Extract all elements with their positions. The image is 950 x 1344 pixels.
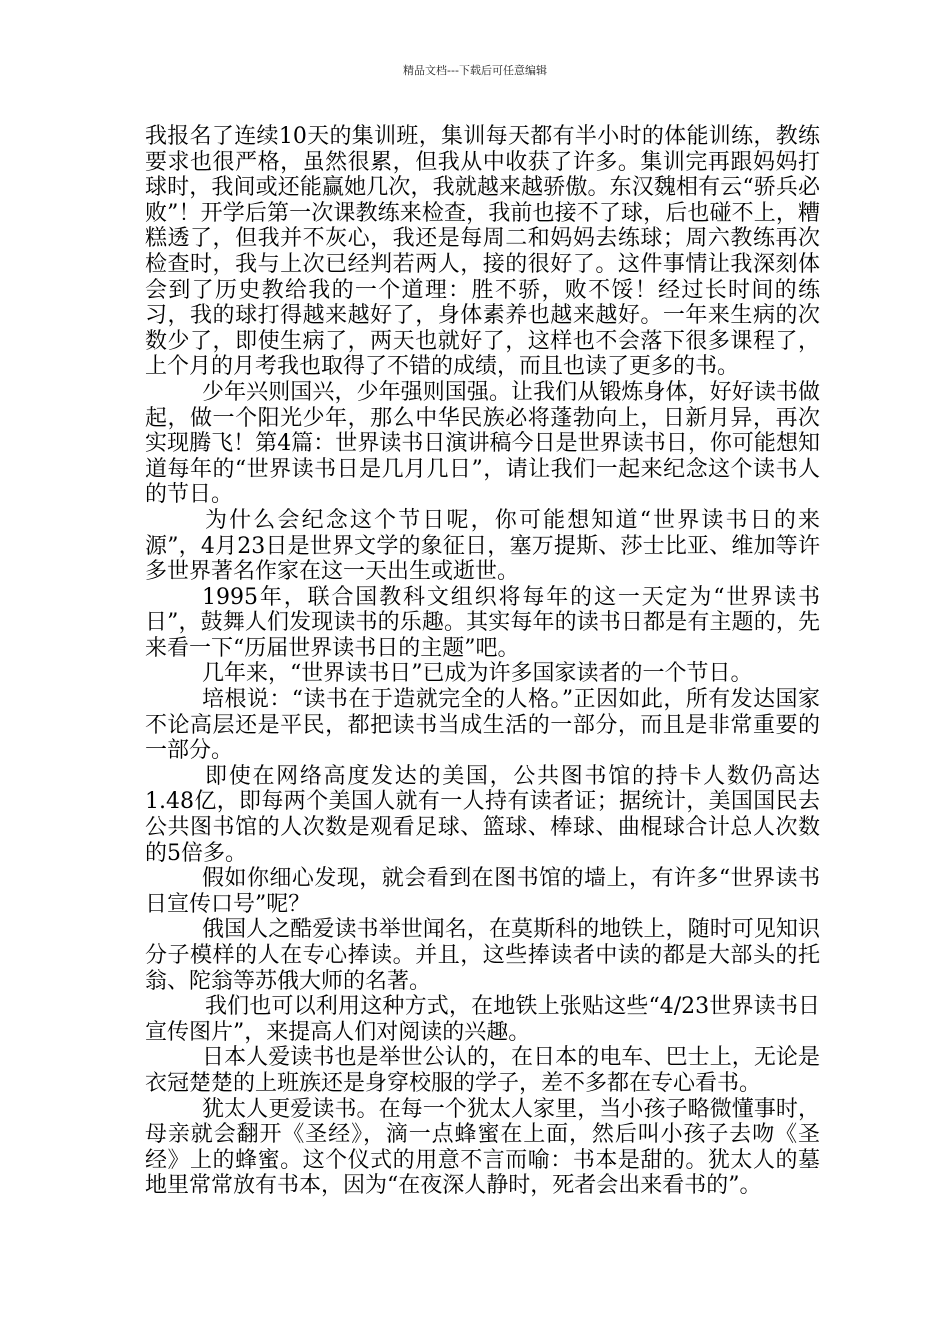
paragraph: 培根说：“读书在于造就完全的人格。”正因如此，所有发达国家不论高层还是平民，都把读书当成生活的一部分，而且是非常重要的一部分。 (145, 687, 820, 764)
paragraph: 假如你细心发现，就会看到在图书馆的墙上，有许多“世界读书日宣传口号”呢？ (145, 866, 820, 917)
paragraph: 即使在网络高度发达的美国，公共图书馆的持卡人数仍高达1.48亿，即每两个美国人就有一人持有读者证；据统计，美国国民去公共图书馆的人次数是观看足球、篮球、棒球、曲棍球合计总人次数的5倍多。 (145, 763, 820, 866)
paragraph: 为什么会纪念这个节日呢，你可能想知道“世界读书日的来源”，4月23日是世界文学的象征日，塞万提斯、莎士比亚、维加等许多世界著名作家在这一天出生或逝世。 (145, 507, 820, 585)
paragraph: 日本人爱读书也是举世公认的，在日本的电车、巴士上，无论是衣冠楚楚的上班族还是身穿校服的学子，差不多都在专心看书。 (145, 1045, 820, 1096)
paragraph: 犹太人更爱读书。在每一个犹太人家里，当小孩子略微懂事时，母亲就会翻开《圣经》，滴一点蜂蜜在上面，然后叫小孩子去吻《圣经》上的蜂蜜。这个仪式的用意不言而喻：书本是甜的。犹太人的墓地里常常放有书本，因为“在夜深人静时，死者会出来看书的”。 (145, 1096, 820, 1199)
paragraph: 几年来，“世界读书日”已成为许多国家读者的一个节日。 (202, 661, 753, 687)
paragraph: 我报名了连续10天的集训班，集训每天都有半小时的体能训练，教练要求也很严格，虽然很累，但我从中收获了许多。集训完再跟妈妈打球时，我间或还能赢她几次，我就越来越骄傲。东汉魏相有云“骄兵必败”！开学后第一次课教练来检查，我前也接不了球，后也碰不上，糟糕透了，但我并不灰心，我还是每周二和妈妈去练球；周六教练再次检查时，我与上次已经判若两人，接的很好了。这件事情让我深刻体会到了历史教给我的一个道理：胜不骄，败不馁！经过长时间的练习，我的球打得越来越好了，身体素养也越来越好。一年来生病的次数少了，即使生病了，两天也就好了，这样也不会落下很多课程了，上个月的月考我也取得了不错的成绩，而且也读了更多的书。 (145, 124, 820, 380)
paragraph: 我们也可以利用这种方式，在地铁上张贴这些“4/23世界读书日宣传图片”，来提高人们对阅读的兴趣。 (145, 994, 820, 1045)
paragraph: 俄国人之酷爱读书举世闻名，在莫斯科的地铁上，随时可见知识分子模样的人在专心捧读。并且，这些捧读者中读的都是大部头的托翁、陀翁等苏俄大师的名著。 (145, 917, 820, 994)
paragraph: 1995年，联合国教科文组织将每年的这一天定为“世界读书日”，鼓舞人们发现读书的乐趣。其实每年的读书日都是有主题的，先来看一下“历届世界读书日的主题”吧。 (145, 584, 820, 661)
page-header-watermark: 精品文档---下载后可任意编辑 (403, 64, 547, 77)
document-body (145, 124, 820, 1199)
paragraph: 少年兴则国兴，少年强则国强。让我们从锻炼身体，好好读书做起，做一个阳光少年，那么中华民族必将蓬勃向上，日新月异，再次实现腾飞！第4篇：世界读书日演讲稿今日是世界读书日，你可能想知道每年的“世界读书日是几月几日”，请让我们一起来纪念这个读书人的节日。 (145, 379, 820, 508)
